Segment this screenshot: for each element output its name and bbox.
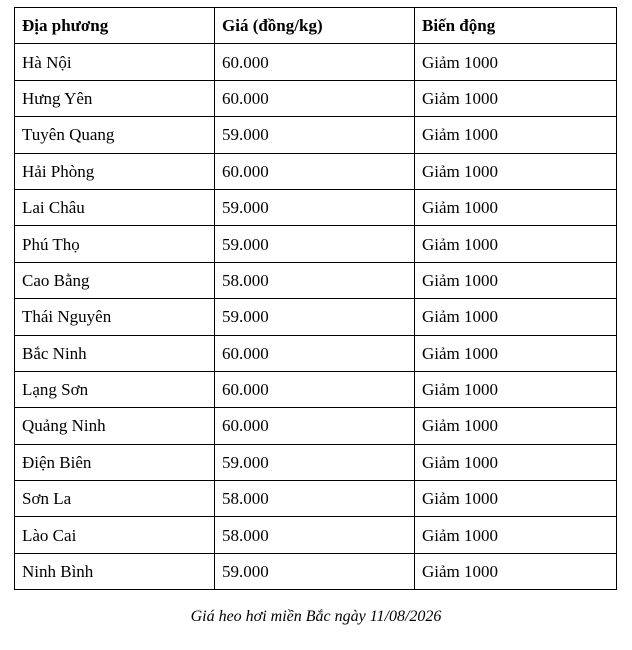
cell-price: 59.000 bbox=[215, 299, 415, 335]
cell-price: 59.000 bbox=[215, 117, 415, 153]
cell-price: 60.000 bbox=[215, 44, 415, 80]
table-row bbox=[15, 153, 617, 189]
cell-price: 59.000 bbox=[215, 553, 415, 589]
table-row bbox=[15, 44, 617, 80]
cell-region: Hà Nội bbox=[15, 44, 215, 80]
table-row bbox=[15, 226, 617, 262]
cell-change: Giảm 1000 bbox=[415, 262, 617, 298]
cell-change: Giảm 1000 bbox=[415, 189, 617, 225]
cell-price: 58.000 bbox=[215, 262, 415, 298]
cell-region: Bắc Ninh bbox=[15, 335, 215, 371]
table-row bbox=[15, 80, 617, 116]
table-row bbox=[15, 444, 617, 480]
cell-region: Sơn La bbox=[15, 481, 215, 517]
cell-price: 60.000 bbox=[215, 408, 415, 444]
cell-change: Giảm 1000 bbox=[415, 153, 617, 189]
cell-region: Tuyên Quang bbox=[15, 117, 215, 153]
cell-change: Giảm 1000 bbox=[415, 371, 617, 407]
cell-change: Giảm 1000 bbox=[415, 226, 617, 262]
header-change: Biến động bbox=[415, 8, 617, 44]
cell-change: Giảm 1000 bbox=[415, 408, 617, 444]
price-table bbox=[14, 7, 617, 590]
cell-change: Giảm 1000 bbox=[415, 335, 617, 371]
cell-change: Giảm 1000 bbox=[415, 299, 617, 335]
table-row bbox=[15, 517, 617, 553]
cell-price: 59.000 bbox=[215, 444, 415, 480]
cell-region: Hưng Yên bbox=[15, 80, 215, 116]
table-row bbox=[15, 262, 617, 298]
cell-price: 59.000 bbox=[215, 226, 415, 262]
cell-price: 58.000 bbox=[215, 481, 415, 517]
table-row bbox=[15, 481, 617, 517]
table-header-row bbox=[15, 8, 617, 44]
table-row bbox=[15, 189, 617, 225]
cell-region: Hải Phòng bbox=[15, 153, 215, 189]
cell-change: Giảm 1000 bbox=[415, 80, 617, 116]
table-caption: Giá heo hơi miền Bắc ngày 11/08/2026 bbox=[190, 608, 442, 625]
table-row bbox=[15, 117, 617, 153]
cell-region: Thái Nguyên bbox=[15, 299, 215, 335]
cell-change: Giảm 1000 bbox=[415, 553, 617, 589]
table-row bbox=[15, 335, 617, 371]
header-price: Giá (đồng/kg) bbox=[215, 8, 415, 44]
cell-price: 60.000 bbox=[215, 153, 415, 189]
header-region: Địa phương bbox=[15, 8, 215, 44]
cell-change: Giảm 1000 bbox=[415, 481, 617, 517]
cell-price: 60.000 bbox=[215, 371, 415, 407]
cell-region: Cao Bằng bbox=[15, 262, 215, 298]
cell-price: 58.000 bbox=[215, 517, 415, 553]
cell-region: Phú Thọ bbox=[15, 226, 215, 262]
cell-region: Điện Biên bbox=[15, 444, 215, 480]
table-row bbox=[15, 408, 617, 444]
table-body bbox=[15, 44, 617, 590]
cell-change: Giảm 1000 bbox=[415, 444, 617, 480]
table-row bbox=[15, 299, 617, 335]
cell-region: Lai Châu bbox=[15, 189, 215, 225]
cell-region: Lạng Sơn bbox=[15, 371, 215, 407]
cell-region: Ninh Bình bbox=[15, 553, 215, 589]
cell-change: Giảm 1000 bbox=[415, 117, 617, 153]
cell-change: Giảm 1000 bbox=[415, 44, 617, 80]
cell-change: Giảm 1000 bbox=[415, 517, 617, 553]
cell-price: 60.000 bbox=[215, 335, 415, 371]
table-row bbox=[15, 553, 617, 589]
cell-region: Quảng Ninh bbox=[15, 408, 215, 444]
table-row bbox=[15, 371, 617, 407]
cell-price: 59.000 bbox=[215, 189, 415, 225]
cell-region: Lào Cai bbox=[15, 517, 215, 553]
cell-price: 60.000 bbox=[215, 80, 415, 116]
